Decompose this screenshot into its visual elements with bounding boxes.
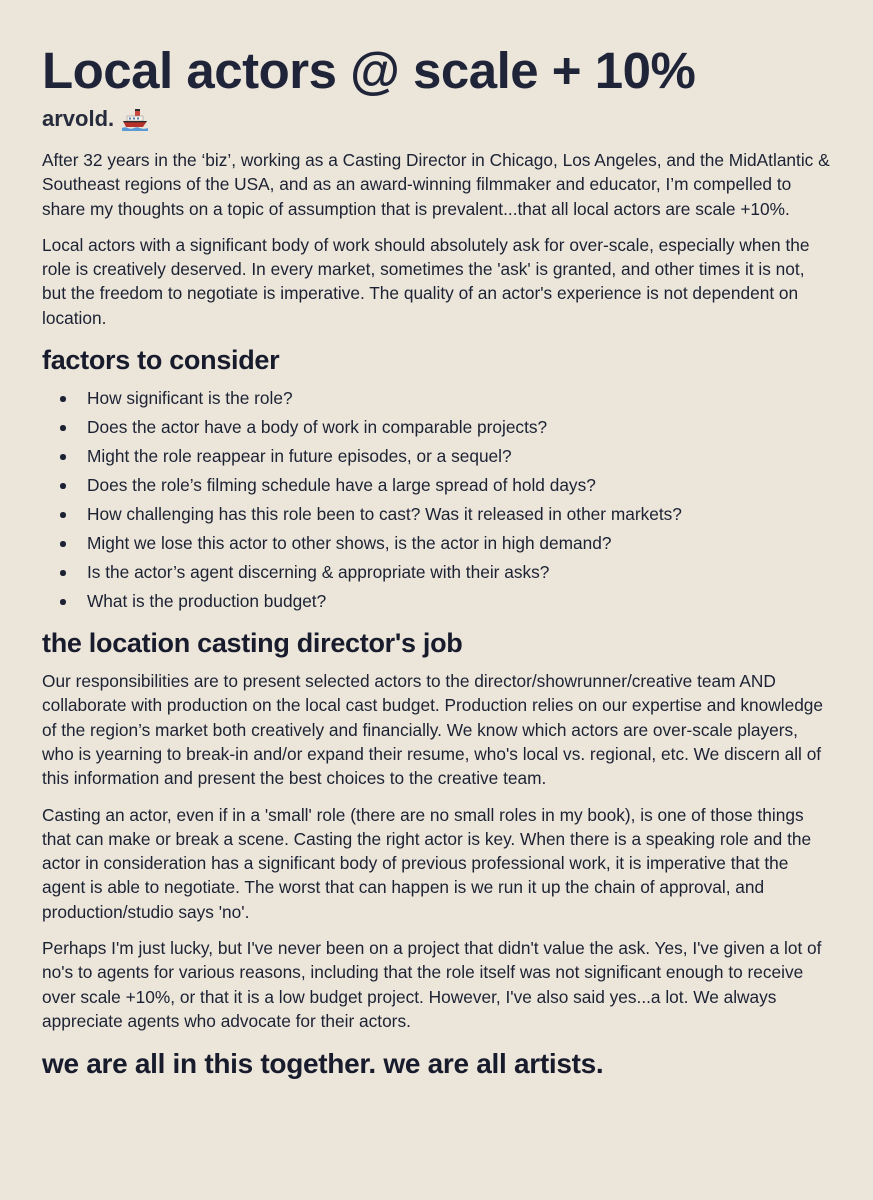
job-paragraph-3: Perhaps I'm just lucky, but I've never been on a project that didn't value the ask. Yes, I've given a lot of no's to agents for various reasons, including that the role itself was not significant enough to receive over scale +10%, or that it is a low budget project. However, I've also said yes...a lot. We always appreciate agents who advocate for their actors. xyxy=(42,938,822,1031)
factor-item: How significant is the role? xyxy=(42,386,831,410)
factor-item: Does the actor have a body of work in comparable projects? xyxy=(42,415,831,439)
factors-heading: factors to consider xyxy=(42,345,280,376)
factor-item: Does the role’s filming schedule have a large spread of hold days? xyxy=(42,473,831,497)
factor-item: Might the role reappear in future episodes, or a sequel? xyxy=(42,444,831,468)
factor-item: Is the actor’s agent discerning & appropriate with their asks? xyxy=(42,560,831,584)
closing-statement: we are all in this together. we are all artists. xyxy=(42,1048,604,1080)
author-name[interactable]: arvold. xyxy=(42,106,115,131)
factor-item: What is the production budget? xyxy=(42,589,831,613)
job-heading: the location casting director's job xyxy=(42,628,463,659)
factor-item: Might we lose this actor to other shows, is the actor in high demand? xyxy=(42,531,831,555)
factor-item: How challenging has this role been to cast? Was it released in other markets? xyxy=(42,502,831,526)
article-title: Local actors @ scale + 10% xyxy=(42,42,696,99)
factors-list xyxy=(42,386,831,613)
job-paragraph-1: Our responsibilities are to present selected actors to the director/showrunner/creative team AND collaborate with production on the local cast budget. Production relies on our expertise and knowledge of the region’s market both creatively and financially. We know which actors are over-scale players, who is yearning to break-in and/or expand their resume, who's local vs. regional, etc. We discern all of this information and present the best choices to the creative team. xyxy=(42,671,824,789)
job-paragraph-2: Casting an actor, even if in a 'small' role (there are no small roles in my book), is one of those things that can make or break a scene. Casting the right actor is key. When there is a speaking role and the actor in consideration has a significant body of previous professional work, it is imperative that the agent is able to negotiate. The worst that can happen is we run it up the chain of approval, and production/studio says 'no'. xyxy=(42,804,812,922)
byline xyxy=(42,104,831,134)
intro-paragraph-2: Local actors with a significant body of work should absolutely ask for over-scale, especially when the role is creatively deserved. In every market, sometimes the 'ask' is granted, and other times it is not, but the freedom to negotiate is imperative. The quality of an actor's experience is not dependent on location. xyxy=(42,234,810,328)
ship-icon xyxy=(122,107,148,131)
intro-paragraph-1: After 32 years in the ‘biz’, working as a Casting Director in Chicago, Los Angeles, and the MidAtlantic & Southeast regions of the USA, and as an award-winning filmmaker and educator, I’m compelled to share my thoughts on a topic of assumption that is prevalent...that all local actors are scale +10%. xyxy=(42,150,830,219)
